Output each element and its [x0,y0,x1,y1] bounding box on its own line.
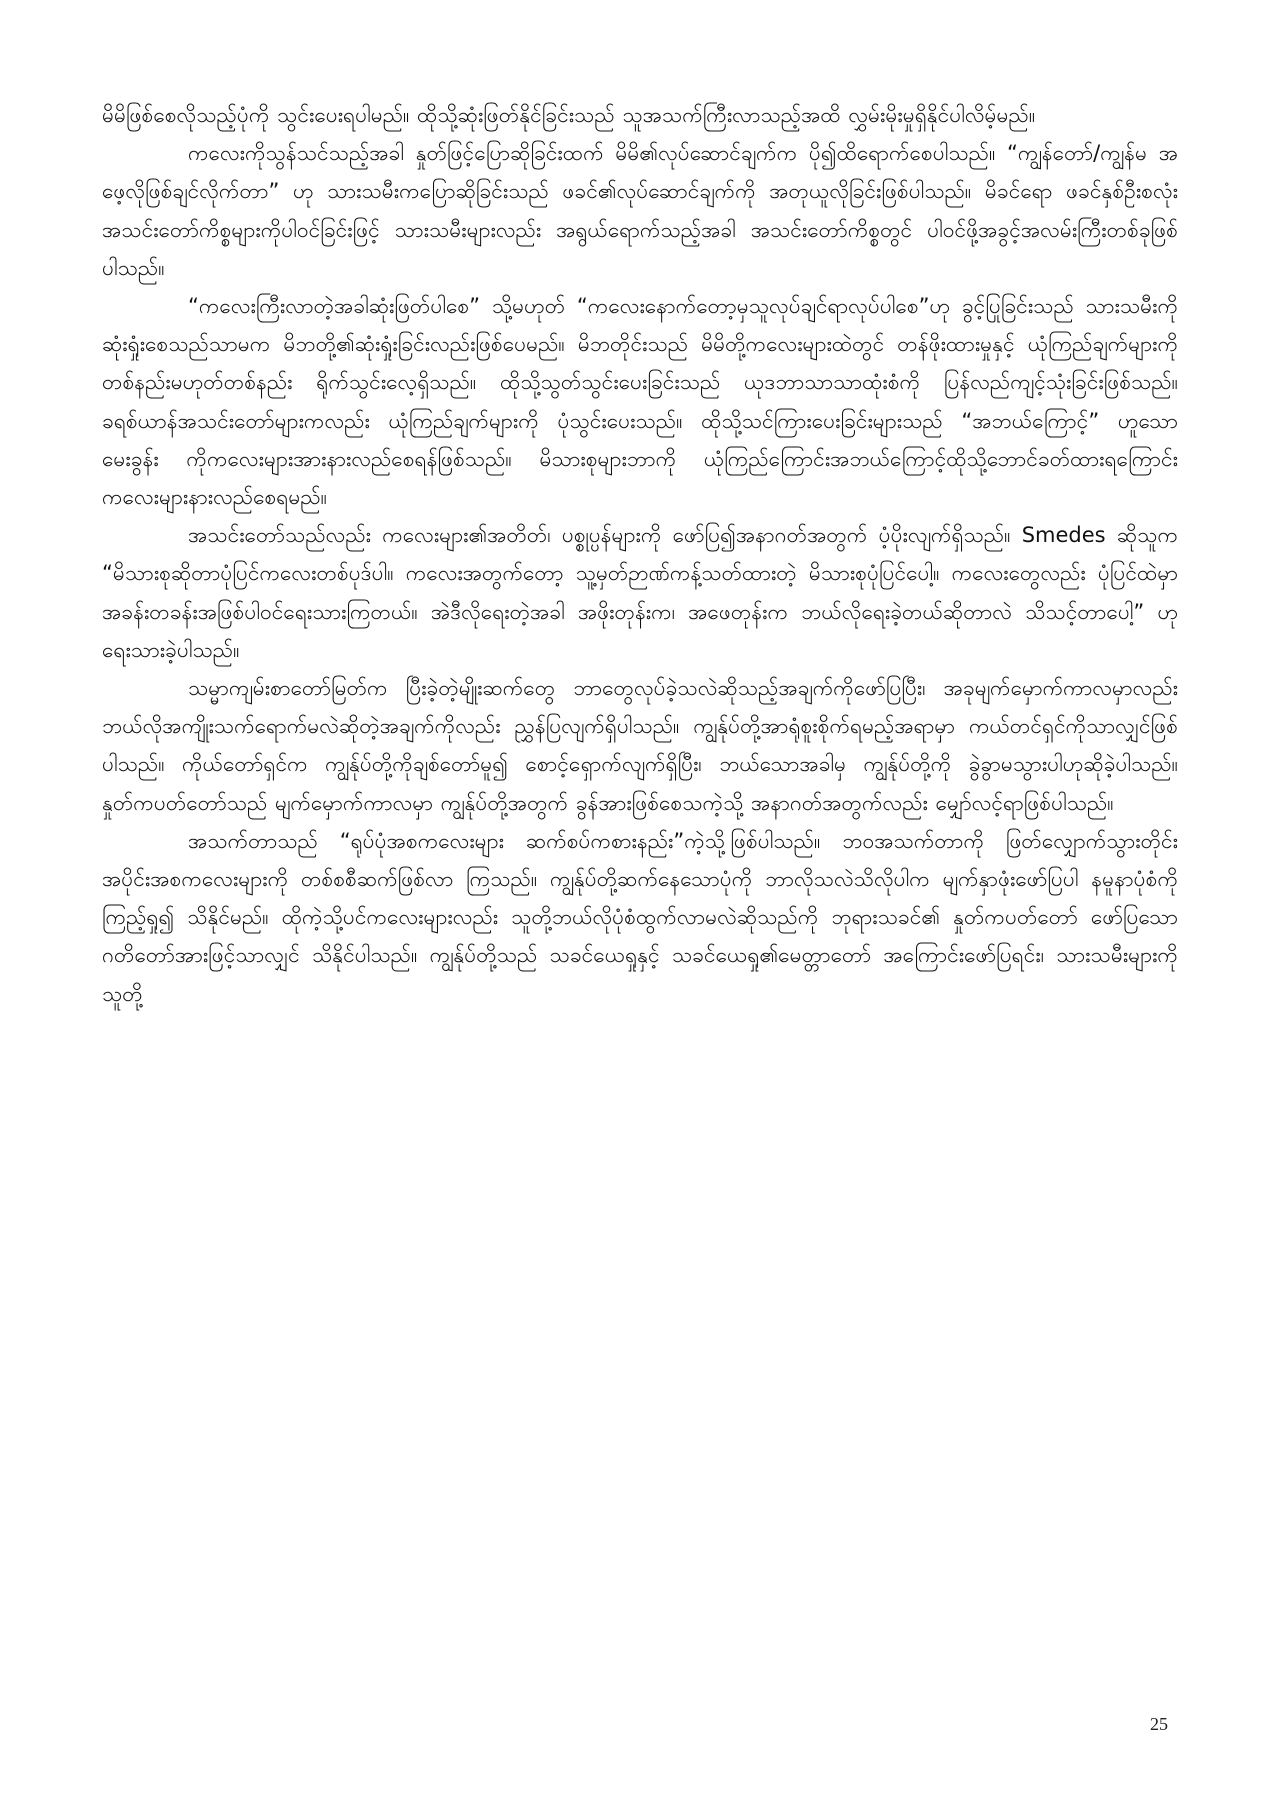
paragraph-1-continuation: မိမိဖြစ်စေလိုသည့်ပုံကို သွင်းပေးရပါမည်။ ထိုသို့ဆုံးဖြတ်နိုင်ခြင်းသည် သူအသက်ကြီးလာသည့်အထိ လွှမ်းမိုးမှုရှိနိုင်ပါလိမ့်မည်။ [102,103,1036,127]
body-text [102,96,1178,1013]
page-number: 25 [1150,1714,1168,1734]
paragraph-6: အသက်တာသည် “ရုပ်ပုံအစကလေးများ ဆက်စပ်ကစားနည်း”ကဲ့သို့ဖြစ်ပါသည်။ ဘဝအသက်တာကို ဖြတ်လျှောက်သွားတိုင်း အပိုင်းအစကလေးများကို တစ်စစီဆက်ဖြစ်လာ ကြသည်။ ကျွန်ုပ်တို့ဆက်နေသောပုံကို ဘာလိုသလဲသိလိုပါက မျက်နှာဖုံးဖော်ပြပါ နမူနာပုံစံကို ကြည့်ရှု၍ သိနိုင်မည်။ ထိုကဲ့သို့ပင်ကလေးများလည်း သူတို့ဘယ်လိုပုံစံထွက်လာမလဲဆိုသည်ကို ဘုရားသခင်၏ နှုတ်ကပတ်တော် ဖော်ပြသော ဂတိတော်အားဖြင့်သာလျှင် သိနိုင်ပါသည်။ ကျွန်ုပ်တို့သည် သခင်ယေရှုနှင့် သခင်ယေရှု၏မေတ္တာတော် အကြောင်းဖော်ပြရင်း၊ သားသမီးများကို သူတို့ [102,828,1178,1006]
paragraph-5: သမ္မာကျမ်းစာတော်မြတ်က ပြီးခဲ့တဲ့မျိုးဆက်တွေ ဘာတွေလုပ်ခဲ့သလဲဆိုသည့်အချက်ကိုဖော်ပြပြီး၊ အခုမျက်မှောက်ကာလမှာလည်း ဘယ်လိုအကျိုးသက်ရောက်မလဲဆိုတဲ့အချက်ကိုလည်း ညွှန်ပြလျက်ရှိပါသည်။ ကျွန်ုပ်တို့အာရုံစူးစိုက်ရမည့်အရာမှာ ကယ်တင်ရှင်ကိုသာလျှင်ဖြစ်ပါသည်။ ကိုယ်တော်ရှင်က ကျွန်ုပ်တို့ကိုချစ်တော်မူ၍ စောင့်ရှောက်လျက်ရှိပြီး၊ ဘယ်သောအခါမှ ကျွန်ုပ်တို့ကို ခွဲခွာမသွားပါဟုဆိုခဲ့ပါသည်။ နှုတ်ကပတ်တော်သည် မျက်မှောက်ကာလမှာ ကျွန်ုပ်တို့အတွက် ခွန်အားဖြစ်စေသကဲ့သို့ အနာဂတ်အတွက်လည်း မျှော်လင့်ရာဖြစ်ပါသည်။ [102,676,1178,815]
paragraph-4: အသင်းတော်သည်လည်း ကလေးများ၏အတိတ်၊ ပစ္စုပ္ပန်များကို ဖော်ပြ၍အနာဂတ်အတွက် ပံ့ပိုးလျက်ရှိသည်။ Smedes ဆိုသူက “မိသားစုဆိုတာပုံပြင်ကလေးတစ်ပုဒ်ပါ။ ကလေးအတွက်တော့ သူ့မှတ်ဉာဏ်ကန့်သတ်ထားတဲ့ မိသားစုပုံပြင်ပေါ့။ ကလေးတွေလည်း ပုံပြင်ထဲမှာအခန်းတခန်းအဖြစ်ပါဝင်ရေးသားကြတယ်။ အဲဒီလိုရေးတဲ့အခါ အဖိုးတုန်းက၊ အဖေတုန်းက ဘယ်လိုရေးခဲ့တယ်ဆိုတာလဲ သိသင့်တာပေါ့” ဟုရေးသားခဲ့ပါသည်။ [102,523,1178,662]
paragraph-3: “ကလေးကြီးလာတဲ့အခါဆုံးဖြတ်ပါစေ” သို့မဟုတ် “ကလေးနောက်တော့မှသူလုပ်ချင်ရာလုပ်ပါစေ”ဟု ခွင့်ပြုခြင်းသည် သားသမီးကိုဆုံးရှုံးစေသည်သာမက မိဘတို့၏ဆုံးရှုံးခြင်းလည်းဖြစ်ပေမည်။ မိဘတိုင်းသည် မိမိတို့ကလေးများထဲတွင် တန်ဖိုးထားမှုနှင့် ယုံကြည်ချက်များကို တစ်နည်းမဟုတ်တစ်နည်း ရိုက်သွင်းလေ့ရှိသည်။ ထိုသို့သွတ်သွင်းပေးခြင်းသည် ယုဒဘာသာသာထုံးစံကို ပြန်လည်ကျင့်သုံးခြင်းဖြစ်သည်။ ခရစ်ယာန်အသင်းတော်များကလည်း ယုံကြည်ချက်များကို ပုံသွင်းပေးသည်။ ထိုသို့သင်ကြားပေးခြင်းများသည် “အဘယ်ကြောင့်” ဟူသောမေးခွန်း ကိုကလေးများအားနားလည်စေရန်ဖြစ်သည်။ မိသားစုများဘာကို ယုံကြည်ကြောင်းအဘယ်ကြောင့်ထိုသို့ဘောင်ခတ်ထားရကြောင်း ကလေးများနားလည်စေရမည်။ [102,294,1178,510]
paragraph-2: ကလေးကိုသွန်သင်သည့်အခါ နှုတ်ဖြင့်ပြောဆိုခြင်းထက် မိမိ၏လုပ်ဆောင်ချက်က ပို၍ထိရောက်စေပါသည်။ “ကျွန်တော်/ကျွန်မ အဖေ့လိုဖြစ်ချင်လိုက်တာ” ဟု သားသမီးကပြောဆိုခြင်းသည် ဖခင်၏လုပ်ဆောင်ချက်ကို အတုယူလိုခြင်းဖြစ်ပါသည်။ မိခင်ရော ဖခင်နှစ်ဦးစလုံး အသင်းတော်ကိစ္စများကိုပါဝင်ခြင်းဖြင့် သားသမီးများလည်း အရွယ်ရောက်သည့်အခါ အသင်းတော်ကိစ္စတွင် ပါဝင်ဖို့အခွင့်အလမ်းကြီးတစ်ခုဖြစ်ပါသည်။ [102,141,1178,280]
